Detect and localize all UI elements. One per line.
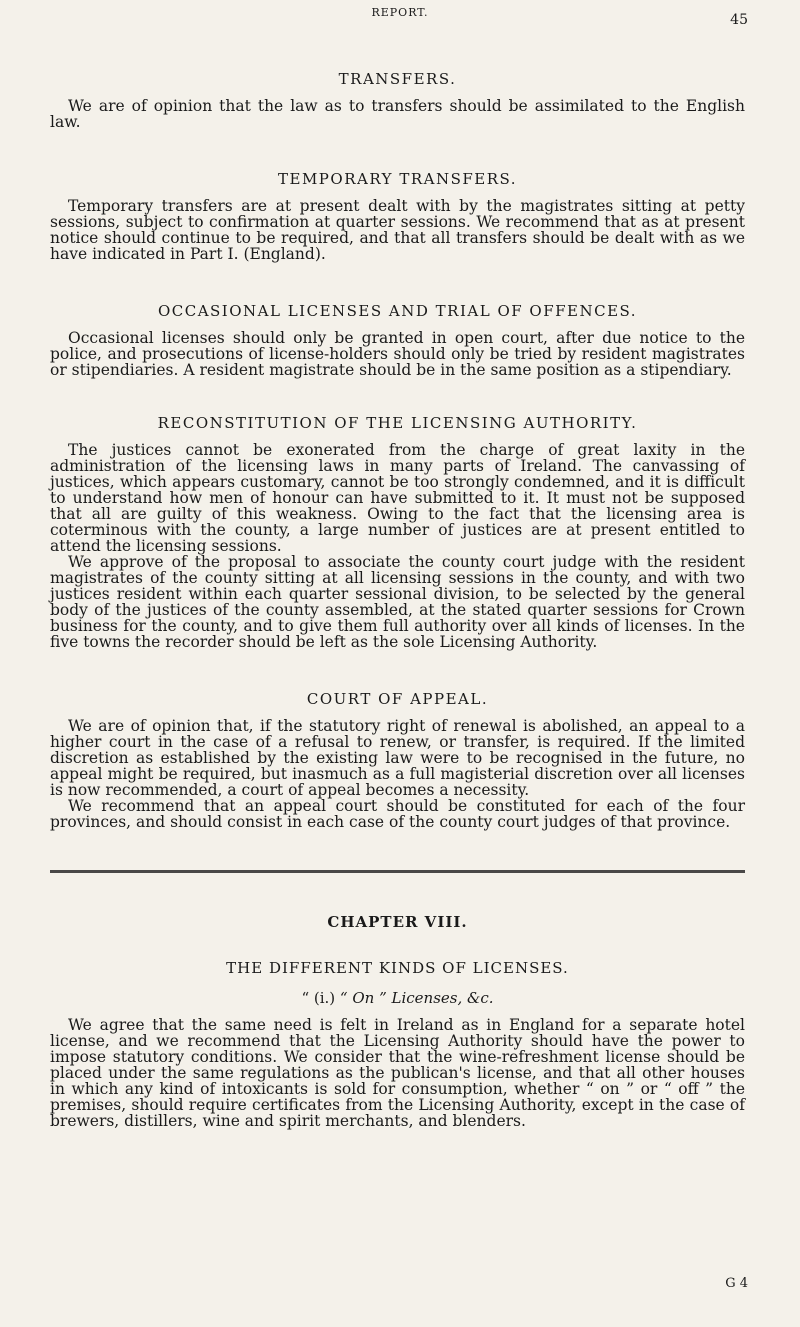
chapter-subtitle: THE DIFFERENT KINDS OF LICENSES. (226, 959, 569, 977)
section-heading: RECONSTITUTION OF THE LICENSING AUTHORITY. (157, 414, 638, 432)
chapter-paragraph: We agree that the same need is felt in Ireland as in England for a separate hotel license, and we recommend that the Licensing Authority should have the power to impose statutory conditions. We consider that the wine-refreshment license should be placed under the same regulations as the publican's license, and that all other houses in which any kind of intoxicants is sold for consumption, whether “ on ” or “ off ” the premises, should require certificates from the Licensing Authority, except in the case of brewers, distillers, wine and spirit merchants, and blenders. (50, 1016, 745, 1130)
page-body (50, 70, 745, 1129)
section-occasional-licenses (50, 302, 745, 378)
section-paragraph: We are of opinion that the law as to transfers should be assimilated to the English law. (50, 97, 745, 131)
section-paragraph: We are of opinion that, if the statutory right of renewal is abolished, an appeal to a higher court in the case of a refusal to renew, or transfer, is required. If the limited discretion as established by the existing law were to be recognised in the future, no appeal might be required, but inasmuch as a full magisterial discretion over all licenses is now recommended, a court of appeal becomes a necessity. (50, 717, 745, 799)
subsection-number: “ (i.) (301, 989, 340, 1007)
chapter-title: CHAPTER VIII. (327, 913, 468, 931)
section-reconstitution (50, 414, 745, 650)
signature-mark: G 4 (725, 1276, 748, 1291)
section-paragraph: We approve of the proposal to associate the county court judge with the resident magistrates of the county sitting at all licensing sessions in the county, and with two justices resident within each quarter sessional division, to be selected by the general body of the justices of the county assembled, at the stated quarter sessions for Crown business for the county, and to give them full authority over all kinds of licenses. In the five towns the recorder should be left as the sole Licensing Authority. (50, 553, 745, 651)
section-heading: TEMPORARY TRANSFERS. (277, 170, 518, 188)
section-heading: OCCASIONAL LICENSES AND TRIAL OF OFFENCES. (157, 302, 638, 320)
section-heading: COURT OF APPEAL. (306, 690, 489, 708)
section-temporary-transfers (50, 170, 745, 262)
section-paragraph: Temporary transfers are at present dealt with by the magistrates sitting at petty sessions, subject to confirmation at quarter sessions. We recommend that as at present notice should continue to be required, and that all transfers should be dealt with as we have indicated in Part I. (England). (50, 197, 745, 263)
section-paragraph: We recommend that an appeal court should be constituted for each of the four provinces, and should consist in each case of the county court judges of that province. (50, 797, 745, 831)
section-heading: TRANSFERS. (338, 70, 457, 88)
running-head: REPORT. (371, 6, 429, 19)
section-paragraph: Occasional licenses should only be granted in open court, after due notice to the police, and prosecutions of license-holders should only be tried by resident magistrates or stipendiaries. A resident magistrate should be in the same position as a stipendiary. (50, 329, 745, 379)
subsection-heading (50, 989, 745, 1007)
section-transfers (50, 70, 745, 130)
page-number: 45 (730, 12, 748, 28)
section-court-of-appeal (50, 690, 745, 830)
subsection-title: “ On ” Licenses, &c. (339, 989, 494, 1007)
section-paragraph: The justices cannot be exonerated from the charge of great laxity in the administration of the licensing laws in many parts of Ireland. The canvassing of justices, which appears customary, cannot be too strongly condemned, and it is difficult to understand how men of honour can have submitted to it. It must not be supposed that all are guilty of this weakness. Owing to the fact that the licensing area is coterminous with the county, a large number of justices are at present entitled to attend the licensing sessions. (50, 441, 745, 555)
chapter-rule (50, 870, 745, 873)
